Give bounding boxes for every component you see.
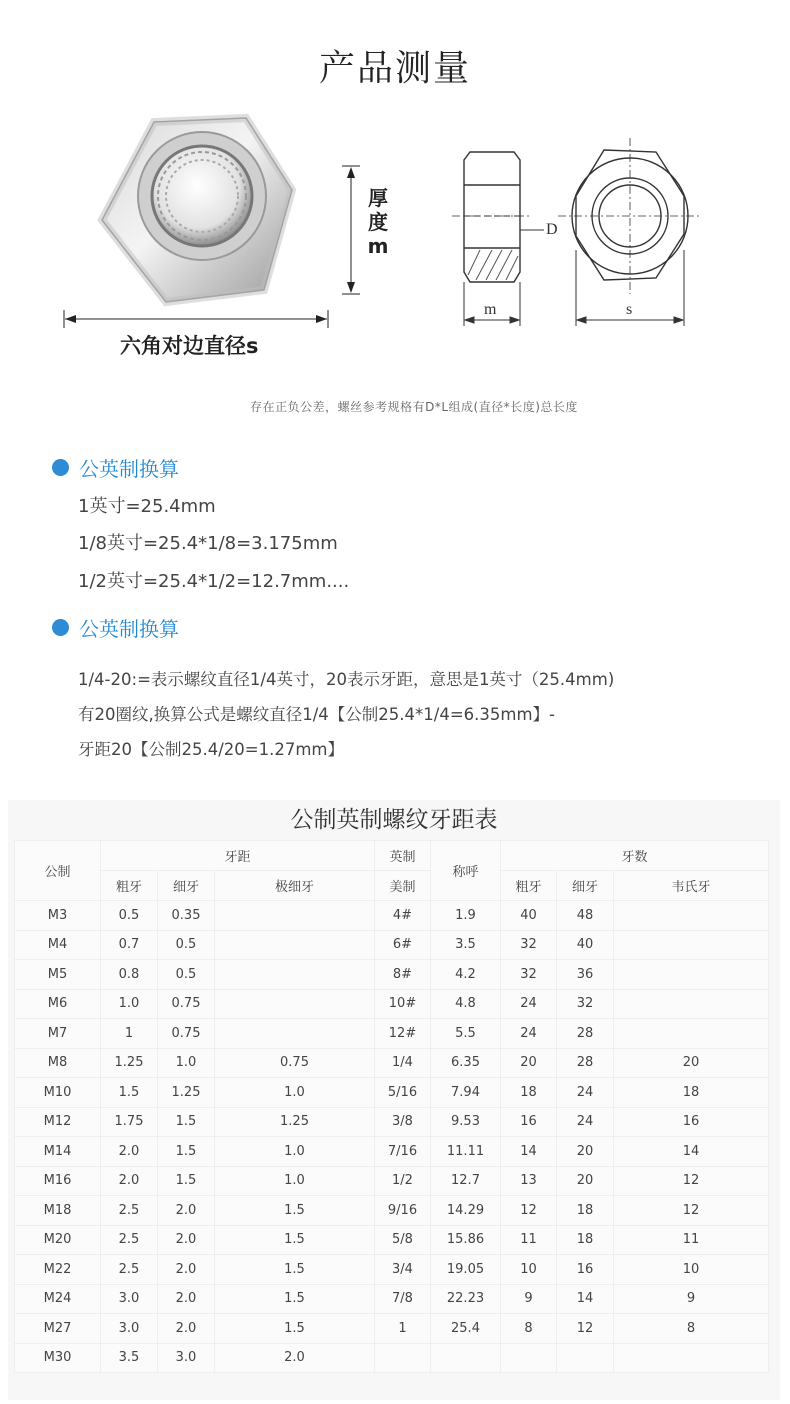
tolerance-note: 存在正负公差，螺丝参考规格有D*L组成(直径*长度)总长度 bbox=[250, 400, 578, 414]
table-cell: 14 bbox=[557, 1284, 614, 1314]
table-cell bbox=[215, 989, 375, 1019]
table-cell: 2.0 bbox=[101, 1166, 158, 1196]
table-cell: M5 bbox=[15, 960, 101, 990]
table-cell: 3.0 bbox=[101, 1284, 158, 1314]
page-title: 产品测量 bbox=[318, 48, 471, 89]
table-cell: 1.5 bbox=[215, 1284, 375, 1314]
width-dimension-line bbox=[60, 308, 332, 330]
table-cell: 12 bbox=[614, 1166, 769, 1196]
table-row bbox=[15, 1225, 769, 1255]
table-cell: 9.53 bbox=[431, 1107, 501, 1137]
table-cell: M12 bbox=[15, 1107, 101, 1137]
table-cell: 1.5 bbox=[158, 1107, 215, 1137]
table-cell: 8 bbox=[614, 1314, 769, 1344]
table-cell: 10 bbox=[501, 1255, 557, 1285]
table-cell: 2.0 bbox=[158, 1225, 215, 1255]
table-cell: 1.5 bbox=[215, 1196, 375, 1226]
table-cell: 24 bbox=[501, 1019, 557, 1049]
table-cell: 40 bbox=[557, 930, 614, 960]
table-cell: 1.9 bbox=[431, 901, 501, 931]
table-cell: 20 bbox=[557, 1166, 614, 1196]
table-cell: 3/8 bbox=[375, 1107, 431, 1137]
table-cell: 24 bbox=[501, 989, 557, 1019]
table-cell: 9 bbox=[501, 1284, 557, 1314]
table-cell: 16 bbox=[557, 1255, 614, 1285]
table-cell: 6# bbox=[375, 930, 431, 960]
table-cell: 20 bbox=[501, 1048, 557, 1078]
table-cell: M3 bbox=[15, 901, 101, 931]
table-cell: 22.23 bbox=[431, 1284, 501, 1314]
table-cell: M30 bbox=[15, 1343, 101, 1373]
table-cell: 1.5 bbox=[158, 1166, 215, 1196]
table-row bbox=[15, 1284, 769, 1314]
table-cell: 40 bbox=[501, 901, 557, 931]
bullet-dot-icon bbox=[52, 619, 69, 636]
table-cell: 1 bbox=[375, 1314, 431, 1344]
table-cell: 32 bbox=[501, 930, 557, 960]
table-cell: 6.35 bbox=[431, 1048, 501, 1078]
table-cell: 24 bbox=[557, 1107, 614, 1137]
table-cell bbox=[431, 1343, 501, 1373]
table-cell: 32 bbox=[501, 960, 557, 990]
table-row bbox=[15, 1343, 769, 1373]
table-row bbox=[15, 1166, 769, 1196]
table-cell: M20 bbox=[15, 1225, 101, 1255]
header-pitch: 牙距 bbox=[101, 841, 375, 871]
table-cell: 25.4 bbox=[431, 1314, 501, 1344]
table-cell: 10# bbox=[375, 989, 431, 1019]
table-cell bbox=[215, 960, 375, 990]
table-cell: 3/4 bbox=[375, 1255, 431, 1285]
table-cell bbox=[614, 989, 769, 1019]
table-cell: 11 bbox=[614, 1225, 769, 1255]
table-cell: 14 bbox=[501, 1137, 557, 1167]
table-cell: 1.25 bbox=[215, 1107, 375, 1137]
header-imperial: 英制 bbox=[375, 841, 431, 871]
table-cell: 1.25 bbox=[101, 1048, 158, 1078]
table-cell: 2.5 bbox=[101, 1255, 158, 1285]
table-cell: 18 bbox=[557, 1196, 614, 1226]
table-cell bbox=[557, 1343, 614, 1373]
table-cell: 2.5 bbox=[101, 1196, 158, 1226]
table-cell: 8# bbox=[375, 960, 431, 990]
header-coarse: 粗牙 bbox=[101, 871, 158, 901]
header-tpi: 牙数 bbox=[501, 841, 769, 871]
table-cell: 1.0 bbox=[215, 1137, 375, 1167]
table-row bbox=[15, 930, 769, 960]
hex-nut-image bbox=[96, 112, 296, 312]
header-extra-fine: 极细牙 bbox=[215, 871, 375, 901]
table-cell: 2.0 bbox=[158, 1255, 215, 1285]
diagram-s-label: s bbox=[626, 301, 633, 318]
thickness-label: 厚 度 m bbox=[367, 186, 389, 258]
table-cell: M16 bbox=[15, 1166, 101, 1196]
table-cell: M7 bbox=[15, 1019, 101, 1049]
table-cell: 8 bbox=[501, 1314, 557, 1344]
table-cell: 12.7 bbox=[431, 1166, 501, 1196]
table-cell: 2.0 bbox=[158, 1284, 215, 1314]
table-cell: 28 bbox=[557, 1048, 614, 1078]
table-cell: 1.5 bbox=[158, 1137, 215, 1167]
table-row bbox=[15, 1314, 769, 1344]
conversion-line: 1/2英寸=25.4*1/2=12.7mm.... bbox=[78, 571, 350, 592]
table-row bbox=[15, 1048, 769, 1078]
table-cell: 0.5 bbox=[158, 960, 215, 990]
table-cell: M24 bbox=[15, 1284, 101, 1314]
table-cell: 16 bbox=[614, 1107, 769, 1137]
table-cell: 13 bbox=[501, 1166, 557, 1196]
table-cell: 0.7 bbox=[101, 930, 158, 960]
table-cell: 3.0 bbox=[158, 1343, 215, 1373]
table-cell: 1 bbox=[101, 1019, 158, 1049]
table-cell: 12 bbox=[614, 1196, 769, 1226]
table-row bbox=[15, 1255, 769, 1285]
table-cell: 2.0 bbox=[101, 1137, 158, 1167]
table-cell bbox=[614, 901, 769, 931]
bullet-dot-icon bbox=[52, 459, 69, 476]
explanation-line: 有20圈纹,换算公式是螺纹直径1/4【公制25.4*1/4=6.35mm】- bbox=[78, 705, 556, 724]
table-cell: 5.5 bbox=[431, 1019, 501, 1049]
table-cell: 1/2 bbox=[375, 1166, 431, 1196]
table-row bbox=[15, 1137, 769, 1167]
table-cell bbox=[215, 1019, 375, 1049]
table-cell: 24 bbox=[557, 1078, 614, 1108]
table-row bbox=[15, 960, 769, 990]
table-cell: 11.11 bbox=[431, 1137, 501, 1167]
table-cell: 28 bbox=[557, 1019, 614, 1049]
table-cell bbox=[501, 1343, 557, 1373]
table-cell: 20 bbox=[557, 1137, 614, 1167]
header-metric: 公制 bbox=[15, 841, 101, 901]
table-row bbox=[15, 1196, 769, 1226]
table-cell: 1.0 bbox=[215, 1166, 375, 1196]
table-cell: 1.5 bbox=[215, 1255, 375, 1285]
table-cell: 19.05 bbox=[431, 1255, 501, 1285]
table-cell: M18 bbox=[15, 1196, 101, 1226]
table-cell: 5/16 bbox=[375, 1078, 431, 1108]
table-cell: 18 bbox=[501, 1078, 557, 1108]
table-cell: 12 bbox=[557, 1314, 614, 1344]
table-cell: 12# bbox=[375, 1019, 431, 1049]
table-cell: 1.0 bbox=[215, 1078, 375, 1108]
table-cell: 2.0 bbox=[158, 1196, 215, 1226]
table-cell: 16 bbox=[501, 1107, 557, 1137]
header-name: 称呼 bbox=[431, 841, 501, 901]
section-heading-conversion: 公英制换算 bbox=[52, 453, 179, 482]
explanation-line: 牙距20【公制25.4/20=1.27mm】 bbox=[78, 740, 344, 759]
table-cell: M10 bbox=[15, 1078, 101, 1108]
table-cell: 4.2 bbox=[431, 960, 501, 990]
header-us: 美制 bbox=[375, 871, 431, 901]
table-cell: 4# bbox=[375, 901, 431, 931]
table-cell: 12 bbox=[501, 1196, 557, 1226]
table-cell bbox=[215, 901, 375, 931]
diagram-m-label: m bbox=[484, 301, 497, 318]
table-cell: 7.94 bbox=[431, 1078, 501, 1108]
table-cell: 1.75 bbox=[101, 1107, 158, 1137]
table-cell: 4.8 bbox=[431, 989, 501, 1019]
table-cell: 1.5 bbox=[215, 1225, 375, 1255]
thickness-dimension-line bbox=[334, 162, 364, 298]
table-cell: M6 bbox=[15, 989, 101, 1019]
table-cell bbox=[614, 1019, 769, 1049]
table-row bbox=[15, 901, 769, 931]
conversion-line: 1英寸=25.4mm bbox=[78, 496, 216, 517]
table-cell: 0.75 bbox=[215, 1048, 375, 1078]
table-cell bbox=[215, 930, 375, 960]
table-cell: 2.5 bbox=[101, 1225, 158, 1255]
table-cell: 9/16 bbox=[375, 1196, 431, 1226]
table-row bbox=[15, 989, 769, 1019]
table-cell: 10 bbox=[614, 1255, 769, 1285]
table-cell: 1/4 bbox=[375, 1048, 431, 1078]
table-cell: 0.35 bbox=[158, 901, 215, 931]
table-row bbox=[15, 1078, 769, 1108]
table-cell: 32 bbox=[557, 989, 614, 1019]
table-cell: 0.75 bbox=[158, 989, 215, 1019]
table-cell bbox=[614, 1343, 769, 1373]
table-cell: 9 bbox=[614, 1284, 769, 1314]
table-cell: 11 bbox=[501, 1225, 557, 1255]
table-cell: 0.5 bbox=[158, 930, 215, 960]
section-heading-conversion: 公英制换算 bbox=[52, 613, 179, 642]
table-cell: 7/16 bbox=[375, 1137, 431, 1167]
table-cell: 1.0 bbox=[158, 1048, 215, 1078]
table-cell: M14 bbox=[15, 1137, 101, 1167]
table-title: 公制英制螺纹牙距表 bbox=[290, 807, 498, 833]
table-cell: 1.0 bbox=[101, 989, 158, 1019]
table-cell: 3.5 bbox=[101, 1343, 158, 1373]
table-cell: 15.86 bbox=[431, 1225, 501, 1255]
thread-pitch-table bbox=[14, 840, 769, 1373]
table-cell bbox=[614, 930, 769, 960]
table-cell: M4 bbox=[15, 930, 101, 960]
table-cell: M8 bbox=[15, 1048, 101, 1078]
table-row bbox=[15, 1107, 769, 1137]
table-cell: 0.75 bbox=[158, 1019, 215, 1049]
table-cell bbox=[614, 960, 769, 990]
table-cell: 48 bbox=[557, 901, 614, 931]
table-cell: 5/8 bbox=[375, 1225, 431, 1255]
table-cell: 1.5 bbox=[215, 1314, 375, 1344]
conversion-line: 1/8英寸=25.4*1/8=3.175mm bbox=[78, 533, 338, 554]
table-cell: M22 bbox=[15, 1255, 101, 1285]
table-cell: 7/8 bbox=[375, 1284, 431, 1314]
table-cell: 18 bbox=[614, 1078, 769, 1108]
table-cell: 1.5 bbox=[101, 1078, 158, 1108]
header-tpi-coarse: 粗牙 bbox=[501, 871, 557, 901]
table-cell: M27 bbox=[15, 1314, 101, 1344]
table-cell: 18 bbox=[557, 1225, 614, 1255]
table-cell: 0.5 bbox=[101, 901, 158, 931]
table-cell: 20 bbox=[614, 1048, 769, 1078]
table-cell: 14.29 bbox=[431, 1196, 501, 1226]
table-cell: 0.8 bbox=[101, 960, 158, 990]
table-cell: 3.0 bbox=[101, 1314, 158, 1344]
explanation-line: 1/4-20:=表示螺纹直径1/4英寸，20表示牙距，意思是1英寸（25.4mm) bbox=[78, 670, 615, 689]
table-cell: 1.25 bbox=[158, 1078, 215, 1108]
width-label: 六角对边直径s bbox=[120, 334, 259, 358]
table-cell: 14 bbox=[614, 1137, 769, 1167]
table-cell bbox=[375, 1343, 431, 1373]
table-cell: 2.0 bbox=[158, 1314, 215, 1344]
nut-technical-diagram bbox=[450, 130, 710, 340]
header-fine: 细牙 bbox=[158, 871, 215, 901]
header-whitworth: 韦氏牙 bbox=[614, 871, 769, 901]
diagram-d-label: D bbox=[546, 221, 558, 238]
table-cell: 2.0 bbox=[215, 1343, 375, 1373]
table-cell: 3.5 bbox=[431, 930, 501, 960]
table-cell: 36 bbox=[557, 960, 614, 990]
header-tpi-fine: 细牙 bbox=[557, 871, 614, 901]
table-row bbox=[15, 1019, 769, 1049]
